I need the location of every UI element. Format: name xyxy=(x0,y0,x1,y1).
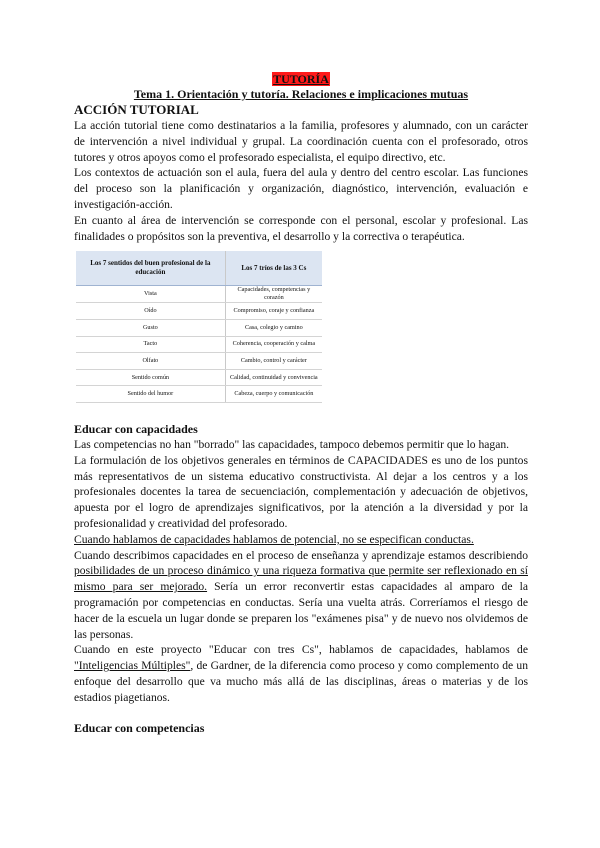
text-run: Cuando describimos capacidades en el proceso de enseñanza y aprendizaje estamos describiendo xyxy=(74,548,528,562)
table-cell: Tacto xyxy=(76,336,225,353)
paragraph-underlined: Cuando hablamos de capacidades hablamos de potencial, no se especifican conductas. xyxy=(74,532,474,546)
paragraph: Los contextos de actuación son el aula, fuera del aula y dentro del centro escolar. Las funciones del proceso son la planificación y organización, diagnóstico, intervención, evaluación e investigación-acción. xyxy=(74,166,528,211)
table-cell: Capacidades, competencias y corazón xyxy=(225,286,322,303)
paragraph: La acción tutorial tiene como destinatarios a la familia, profesores y alumnado, con un carácter de intervención a nivel individual y grupal. La coordinación cuenta con el profesorado, otros tutores y otros apoyos como el profesorado especialista, el equipo directivo, etc. xyxy=(74,119,528,164)
table-cell: Sentido del humor xyxy=(76,386,225,403)
paragraph xyxy=(74,642,528,705)
table-cell: Cabeza, cuerpo y comunicación xyxy=(225,386,322,403)
table-row xyxy=(76,319,322,336)
paragraph xyxy=(74,548,528,643)
table-cell: Vista xyxy=(76,286,225,303)
document-page xyxy=(74,72,528,736)
table-cell: Cambio, control y carácter xyxy=(225,353,322,370)
spacer xyxy=(74,403,528,421)
table-cell: Gusto xyxy=(76,319,225,336)
section-heading-educar-competencias: Educar con competencias xyxy=(74,721,205,736)
paragraph: Las competencias no han "borrado" las capacidades, tampoco debemos permitir que lo hagan. xyxy=(74,437,510,451)
section-heading-educar-capacidades: Educar con capacidades xyxy=(74,421,198,436)
document-subtitle: Tema 1. Orientación y tutoría. Relaciones e implicaciones mutuas xyxy=(133,87,469,101)
table-cell: Sentido común xyxy=(76,369,225,386)
senses-trios-table xyxy=(76,251,322,403)
table-cell: Calidad, continuidad y convivencia xyxy=(225,369,322,386)
table-row xyxy=(76,386,322,403)
text-run: , de Gardner, de la diferencia como proceso y como complemento de un enfoque del desarrollo que va mucho más allá de las disciplinas, áreas o materias y de los estadios piagetianos. xyxy=(74,659,528,704)
table-cell: Compromiso, coraje y confianza xyxy=(225,303,322,320)
paragraph: La formulación de los objetivos generales en términos de CAPACIDADES es uno de los puntos más representativos de un sistema educativo constructivista. Al dejar a los centros y a los profesionales docentes la tarea de secuenciación, complementación y adecuación de objetivos, apuesta por el logro de aprendizajes significativos, por la atención a la diversidad y por la profesionalidad y creatividad del profesorado. xyxy=(74,453,528,530)
text-run-underlined: "Inteligencias Múltiples" xyxy=(74,659,191,673)
table-cell: Coherencia, cooperación y calma xyxy=(225,336,322,353)
table-cell: Olfato xyxy=(76,353,225,370)
table-row xyxy=(76,336,322,353)
document-title-highlight: TUTORÍA xyxy=(273,72,329,86)
table-header-cell: Los 7 sentidos del buen profesional de la educación xyxy=(76,251,225,286)
table-row xyxy=(76,303,322,320)
table-header-row xyxy=(76,251,322,286)
table-row xyxy=(76,353,322,370)
table-row xyxy=(76,369,322,386)
table-cell: Oído xyxy=(76,303,225,320)
spacer xyxy=(74,705,528,720)
paragraph: En cuanto al área de intervención se corresponde con el personal, escolar y profesional. Las finalidades o propósitos son la preventiva, el desarrollo y la correctiva o terapéutica. xyxy=(74,213,528,243)
document-title xyxy=(74,72,528,87)
section-heading-accion-tutorial: ACCIÓN TUTORIAL xyxy=(74,102,199,117)
text-run-underlined: posibilidades de un proceso dinámico y una riqueza formativa que permite ser reflexionado en sí mismo para ser mejorado. xyxy=(74,564,528,594)
table-cell: Casa, colegio y camino xyxy=(225,319,322,336)
text-run: Cuando en este proyecto "Educar con tres Cs", hablamos de capacidades, hablamos de xyxy=(74,643,528,657)
text-run: Sería un error reconvertir estas capacidades al amparo de la programación por competencias en conductas. Sería una vuelta atrás. Correríamos el riesgo de hacer de la escuela un lugar donde se preparen los "exámenes pisa" y de nuevo nos olvidemos de las personas. xyxy=(74,580,528,641)
table-header-cell: Los 7 tríos de las 3 Cs xyxy=(225,251,322,286)
table-row xyxy=(76,286,322,303)
